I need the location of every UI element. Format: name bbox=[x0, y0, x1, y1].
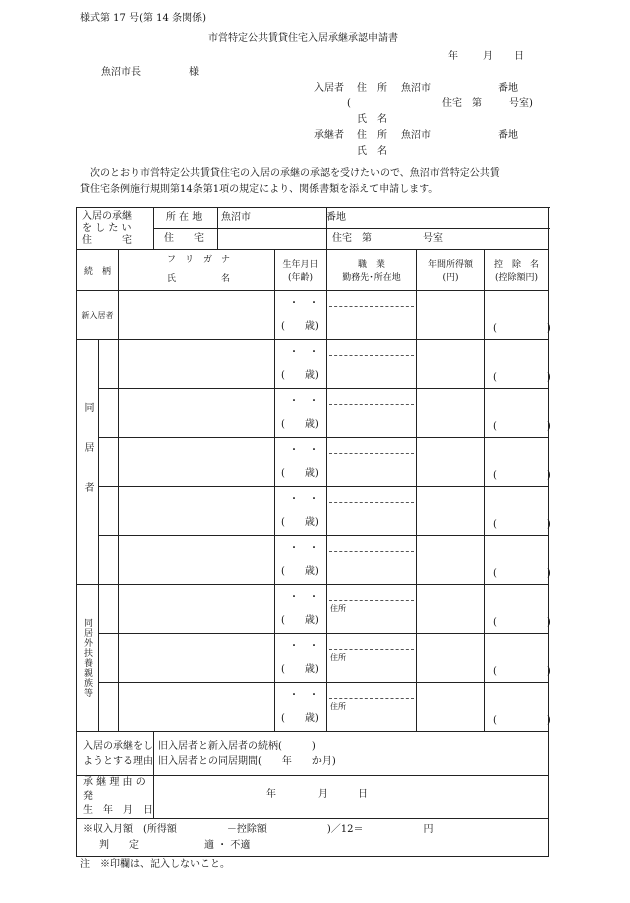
header-furigana: フ リ ガ ナ bbox=[167, 255, 231, 265]
reason-value-cell[interactable] bbox=[154, 732, 549, 776]
dependent-row bbox=[77, 585, 549, 634]
header-deduction-cell bbox=[485, 250, 549, 291]
cohabitant-job-cell[interactable] bbox=[327, 389, 417, 438]
dependent-job-cell[interactable] bbox=[327, 634, 417, 683]
application-table bbox=[76, 207, 549, 857]
judgement-label: 判 定 bbox=[99, 840, 139, 851]
dependent-deduction-cell[interactable]: ( ) bbox=[485, 683, 549, 732]
dependent-income-cell[interactable] bbox=[417, 634, 485, 683]
new-resident-job-cell[interactable] bbox=[327, 291, 417, 340]
new-resident-income-cell[interactable] bbox=[417, 291, 485, 340]
cohabitant-birth-cell[interactable]: ・ ・ ( 歳) bbox=[275, 340, 327, 389]
occurrence-label-line-2: 生 年 月 日 bbox=[83, 805, 153, 816]
resident-housing: 住宅 第 bbox=[442, 98, 482, 109]
form-number: 様式第 17 号(第 14 条関係) bbox=[80, 13, 206, 24]
resident-city: 魚沼市 bbox=[401, 83, 431, 94]
date-year-label: 年 bbox=[448, 51, 458, 62]
cohabitant-birth-cell[interactable]: ・ ・ ( 歳) bbox=[275, 438, 327, 487]
reason-relation-line: 旧入居者と新入居者の続柄( ) bbox=[158, 740, 316, 752]
inherit-label-line-3: 住 宅 bbox=[82, 234, 132, 246]
dependent-relation-cell[interactable] bbox=[99, 585, 119, 634]
cohabitant-relation-cell[interactable] bbox=[99, 438, 119, 487]
dependent-deduction-cell[interactable]: ( ) bbox=[485, 585, 549, 634]
housing-label: 住 宅 bbox=[164, 233, 205, 244]
new-resident-row bbox=[77, 291, 549, 340]
cohabitant-row bbox=[77, 536, 549, 585]
cohabitant-row bbox=[77, 389, 549, 438]
resident-banchi: 番地 bbox=[498, 83, 518, 94]
cohabitant-income-cell[interactable] bbox=[417, 487, 485, 536]
resident-address-label: 住 所 bbox=[357, 83, 387, 94]
cohabitant-birth-cell[interactable]: ・ ・ ( 歳) bbox=[275, 536, 327, 585]
cohabitant-income-cell[interactable] bbox=[417, 536, 485, 585]
cohabitant-income-cell[interactable] bbox=[417, 340, 485, 389]
dependent-row bbox=[77, 683, 549, 732]
new-resident-deduction-cell[interactable]: ( ) bbox=[485, 291, 549, 340]
dependent-job-cell[interactable] bbox=[327, 585, 417, 634]
occurrence-day: 日 bbox=[358, 789, 369, 800]
cohabitant-birth-cell[interactable]: ・ ・ ( 歳) bbox=[275, 389, 327, 438]
location-label: 所 在 地 bbox=[165, 212, 203, 223]
cohabitant-name-cell[interactable] bbox=[119, 438, 275, 487]
dependent-address-label: 住所 bbox=[330, 604, 347, 613]
reason-period-line: 旧入居者との同居期間( 年 か月) bbox=[158, 755, 336, 767]
housing-value-cell[interactable] bbox=[327, 229, 549, 250]
dependent-birth-cell[interactable]: ・ ・ ( 歳) bbox=[275, 585, 327, 634]
cohabitant-income-cell[interactable] bbox=[417, 389, 485, 438]
header-name-cell bbox=[119, 250, 275, 291]
cohabitant-name-cell[interactable] bbox=[119, 487, 275, 536]
housing-value: 住宅 第 bbox=[332, 233, 373, 244]
header-birth-cell bbox=[275, 250, 327, 291]
intro-line-2: 貸住宅条例施行規則第14条第1項の規定により、関係書類を添えて申請します。 bbox=[80, 184, 439, 195]
cohabitant-label-cell bbox=[77, 340, 99, 585]
income-calculation: ※収入月額 (所得額 －控除額 )／12＝ 円 bbox=[83, 824, 434, 835]
occurrence-label-cell bbox=[77, 776, 154, 819]
header-job: 職 業 bbox=[358, 260, 386, 270]
housing-room: 号室 bbox=[423, 233, 444, 244]
reason-label-line-1: 入居の承継をし bbox=[83, 740, 153, 752]
dependent-relation-cell[interactable] bbox=[99, 683, 119, 732]
cohabitant-row bbox=[77, 340, 549, 389]
date-month-label: 月 bbox=[483, 51, 493, 62]
form-title: 市営特定公共賃貸住宅入居承継承認申請書 bbox=[208, 33, 398, 44]
column-header-row bbox=[77, 250, 549, 291]
dependent-birth-cell[interactable]: ・ ・ ( 歳) bbox=[275, 683, 327, 732]
judgement-row bbox=[77, 819, 549, 857]
header-income: 年間所得額 bbox=[428, 260, 474, 270]
dependent-income-cell[interactable] bbox=[417, 683, 485, 732]
reason-label-line-2: ようとする理由 bbox=[83, 755, 153, 767]
cohabitant-row bbox=[77, 487, 549, 536]
dependent-deduction-cell[interactable]: ( ) bbox=[485, 634, 549, 683]
dependent-relation-cell[interactable] bbox=[99, 634, 119, 683]
cohabitant-deduction-cell[interactable]: ( ) bbox=[485, 389, 549, 438]
dependent-label: 同居外扶養親族等 bbox=[82, 618, 92, 698]
reason-row bbox=[77, 732, 549, 776]
dependent-row bbox=[77, 634, 549, 683]
cohabitant-deduction-cell[interactable]: ( ) bbox=[485, 487, 549, 536]
dependent-income-cell[interactable] bbox=[417, 585, 485, 634]
addressee-honorific: 様 bbox=[189, 67, 199, 78]
occurrence-year: 年 bbox=[266, 789, 277, 800]
date-day-label: 日 bbox=[514, 51, 524, 62]
occurrence-label-line-1: 承 継 理 由 の 発 bbox=[83, 777, 146, 802]
inherit-label-line-2: を し た い bbox=[82, 222, 132, 234]
judgement-values: 適 ・ 不適 bbox=[204, 840, 251, 851]
cohabitant-relation-cell[interactable] bbox=[99, 536, 119, 585]
dependent-birth-cell[interactable]: ・ ・ ( 歳) bbox=[275, 634, 327, 683]
new-resident-name-cell[interactable] bbox=[119, 291, 275, 340]
header-deduction: 控 除 名 bbox=[494, 260, 540, 270]
successor-name-label: 氏 名 bbox=[357, 146, 387, 157]
cohabitant-name-cell[interactable] bbox=[119, 340, 275, 389]
cohabitant-row bbox=[77, 438, 549, 487]
cohabitant-relation-cell[interactable] bbox=[99, 340, 119, 389]
cohabitant-job-cell[interactable] bbox=[327, 438, 417, 487]
occurrence-date-cell[interactable] bbox=[154, 776, 549, 819]
dependent-label-cell bbox=[77, 585, 99, 732]
intro-line-1: 次のとおり市営特定公共賃貸住宅の入居の承継の承認を受けたいので、魚沼市営特定公共賃 bbox=[80, 168, 500, 179]
header-age: (年齢) bbox=[288, 273, 314, 283]
header-name: 氏 名 bbox=[167, 274, 231, 284]
resident-room: 号室) bbox=[509, 98, 533, 109]
location-value-cell[interactable] bbox=[221, 208, 549, 229]
addressee-name: 魚沼市長 bbox=[101, 67, 141, 78]
cohabitant-name-cell[interactable] bbox=[119, 536, 275, 585]
location-banchi: 番地 bbox=[326, 212, 347, 223]
inherit-label-line-1: 入居の承継 bbox=[82, 210, 132, 222]
header-relation: 続 柄 bbox=[77, 250, 119, 291]
successor-city: 魚沼市 bbox=[401, 130, 431, 141]
dependent-name-cell[interactable] bbox=[119, 634, 275, 683]
inherit-housing-label-cell bbox=[77, 208, 154, 250]
footnote: 注 ※印欄は、記入しないこと。 bbox=[80, 859, 230, 870]
resident-open-paren: ( bbox=[347, 98, 351, 109]
resident-name-label: 氏 名 bbox=[357, 114, 387, 125]
cohabitant-name-cell[interactable] bbox=[119, 389, 275, 438]
cohabitant-deduction-cell[interactable]: ( ) bbox=[485, 340, 549, 389]
header-income-cell bbox=[417, 250, 485, 291]
dependent-address-label: 住所 bbox=[330, 653, 347, 662]
resident-label: 入居者 bbox=[314, 83, 344, 94]
cohabitant-deduction-cell[interactable]: ( ) bbox=[485, 438, 549, 487]
cohabitant-relation-cell[interactable] bbox=[99, 389, 119, 438]
cohabitant-label: 同居者 bbox=[82, 402, 93, 522]
cohabitant-birth-cell[interactable]: ・ ・ ( 歳) bbox=[275, 487, 327, 536]
successor-label: 承継者 bbox=[314, 130, 344, 141]
cohabitant-job-cell[interactable] bbox=[327, 536, 417, 585]
occurrence-month: 月 bbox=[318, 789, 329, 800]
successor-address-label: 住 所 bbox=[357, 130, 387, 141]
dependent-job-cell[interactable] bbox=[327, 683, 417, 732]
new-resident-birth-cell[interactable]: ・ ・ ( 歳) bbox=[275, 291, 327, 340]
header-job-cell bbox=[327, 250, 417, 291]
reason-label-cell bbox=[77, 732, 154, 776]
housing-row-cell bbox=[154, 229, 327, 250]
judgement-cell bbox=[77, 819, 549, 857]
cohabitant-relation-cell[interactable] bbox=[99, 487, 119, 536]
dependent-name-cell[interactable] bbox=[119, 683, 275, 732]
location-city: 魚沼市 bbox=[221, 212, 252, 223]
cohabitant-income-cell[interactable] bbox=[417, 438, 485, 487]
cohabitant-deduction-cell[interactable]: ( ) bbox=[485, 536, 549, 585]
header-deduction-sub: (控除額円) bbox=[495, 273, 539, 283]
dependent-address-label: 住所 bbox=[330, 702, 347, 711]
cohabitant-job-cell[interactable] bbox=[327, 487, 417, 536]
header-birth: 生年月日 bbox=[282, 260, 319, 270]
successor-banchi: 番地 bbox=[498, 130, 518, 141]
header-workplace: 勤務先･所在地 bbox=[342, 273, 401, 283]
header-income-unit: (円) bbox=[442, 273, 459, 283]
cohabitant-job-cell[interactable] bbox=[327, 340, 417, 389]
new-resident-label: 新入居者 bbox=[77, 291, 119, 340]
occurrence-row bbox=[77, 776, 549, 819]
dependent-name-cell[interactable] bbox=[119, 585, 275, 634]
